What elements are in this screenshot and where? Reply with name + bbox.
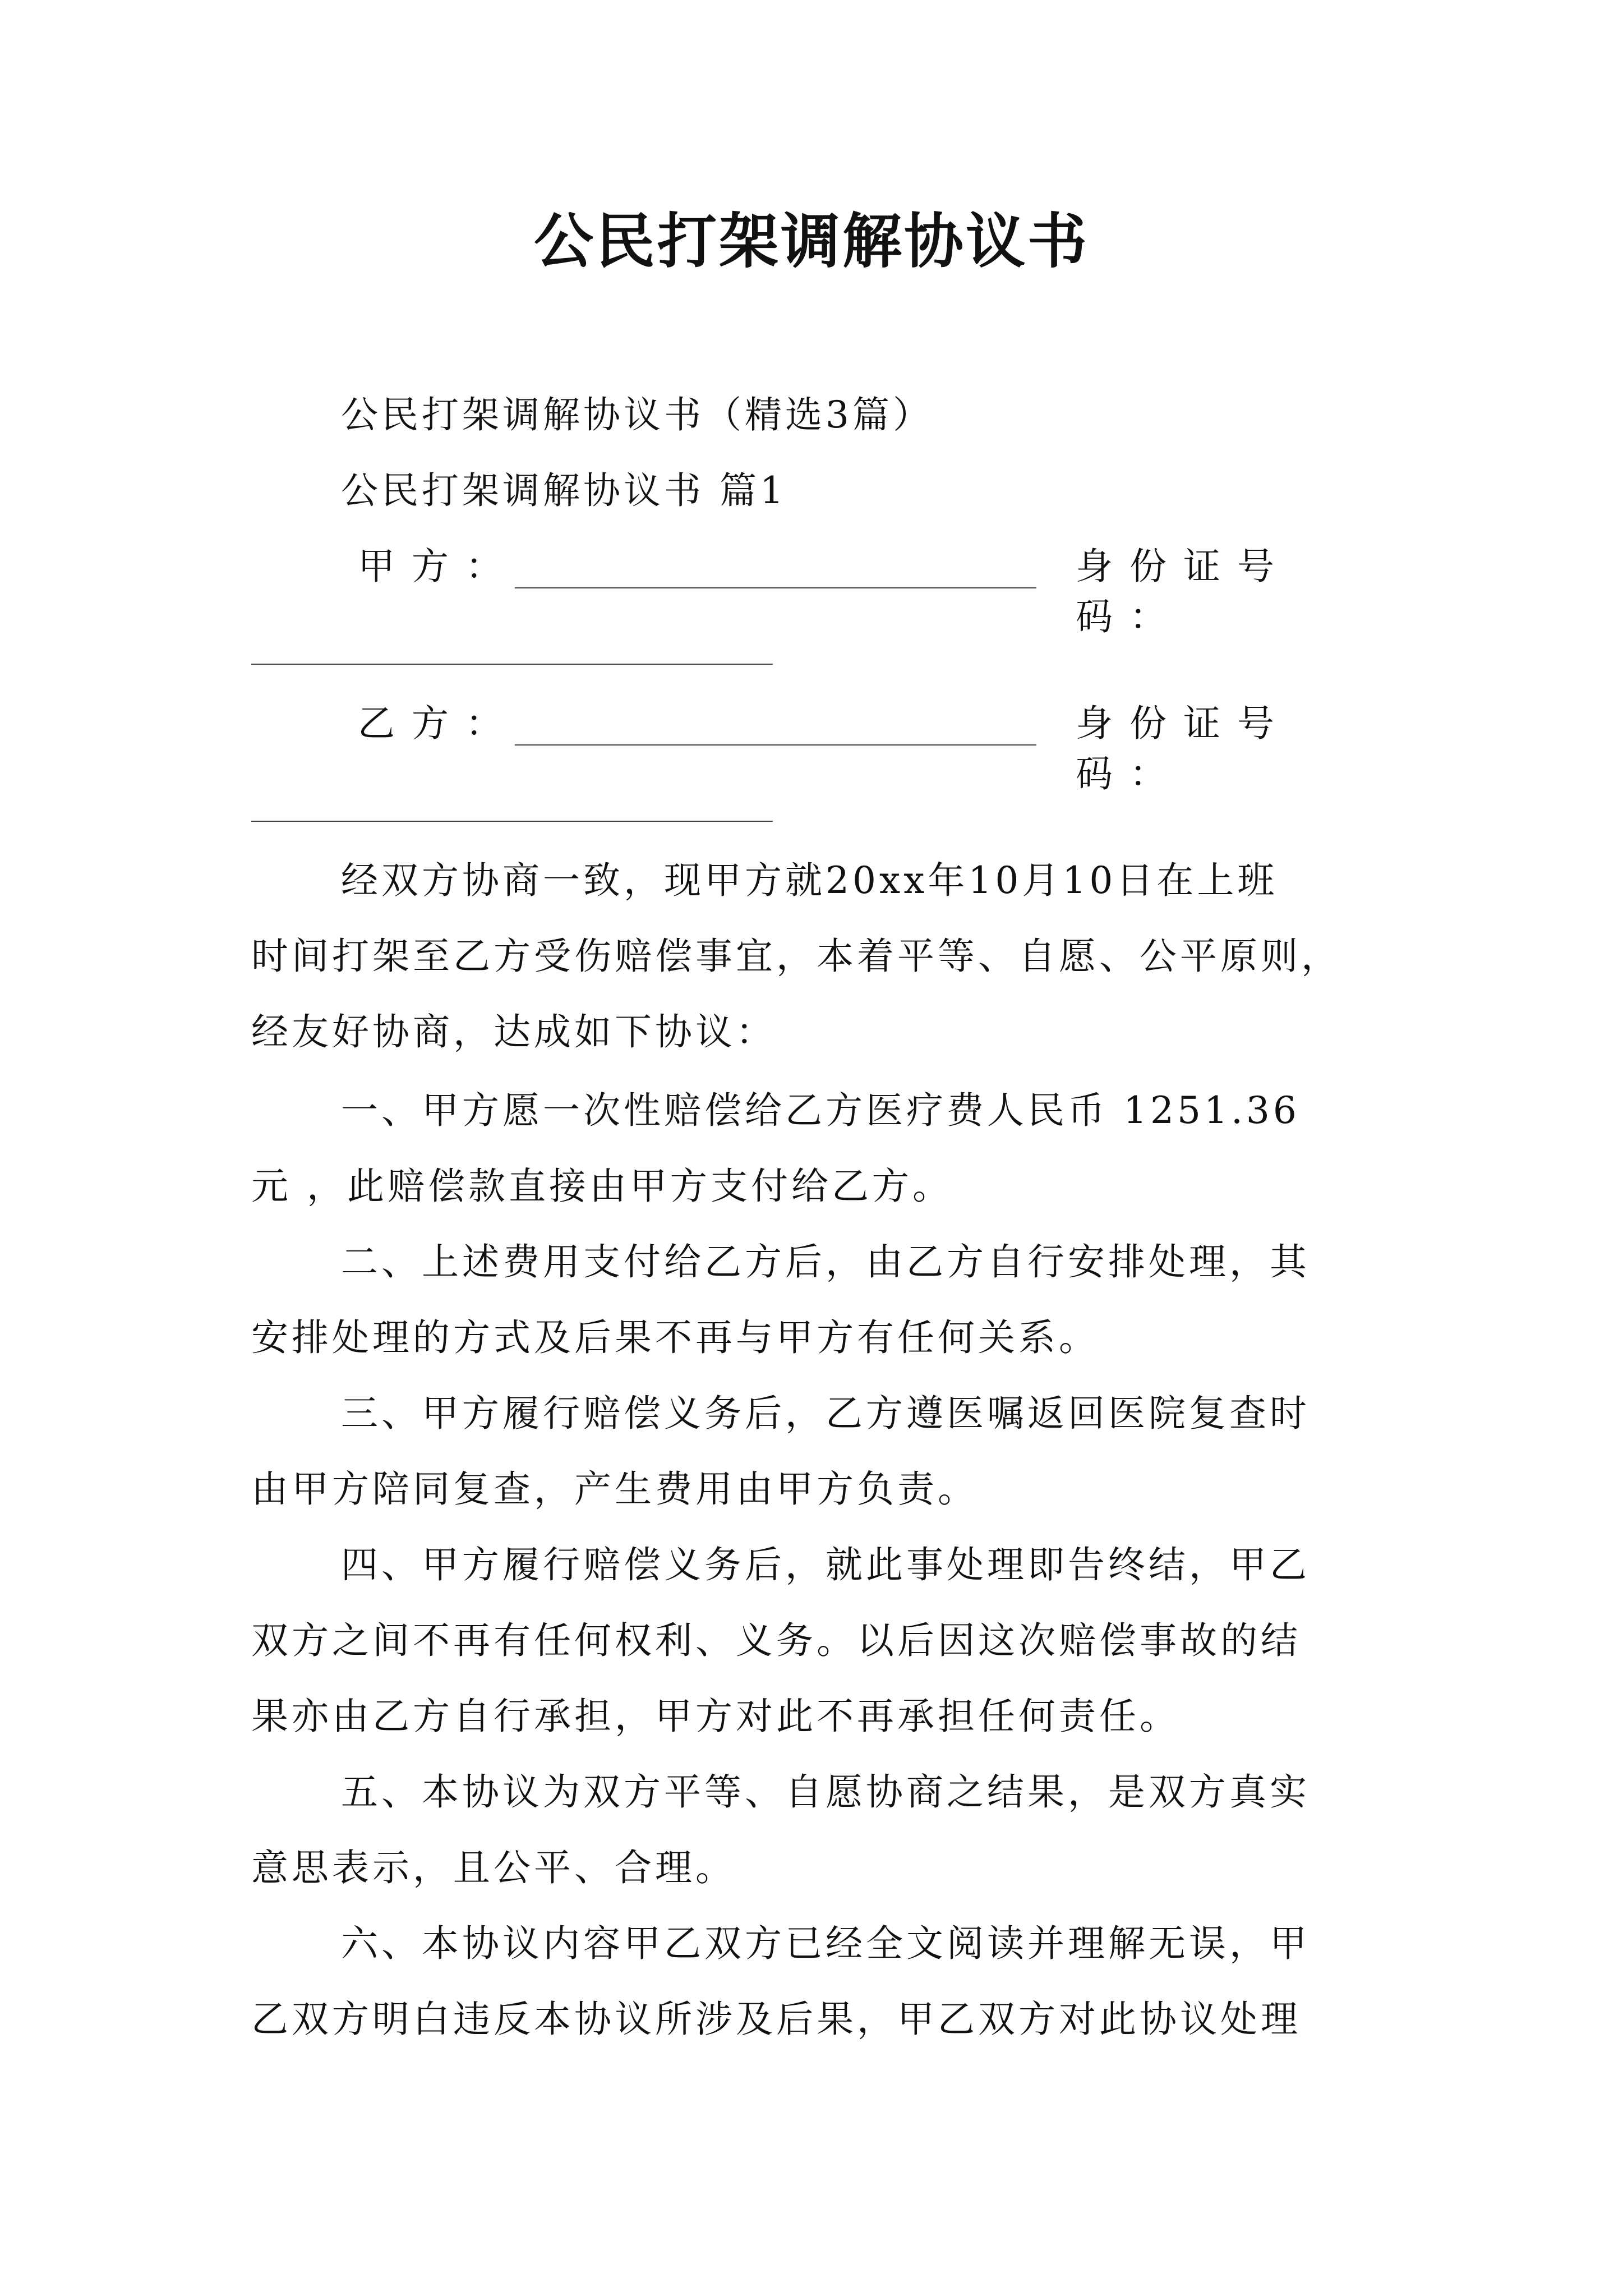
body-line: 安排处理的方式及后果不再与甲方有任何关系。 (251, 1316, 1099, 1359)
party-b-id-label: 身份证号码： (1076, 702, 1291, 795)
subtitle: 公民打架调解协议书（精选3篇） (341, 393, 933, 436)
section-heading: 公民打架调解协议书 篇1 (341, 469, 787, 512)
party-b-id-blank (251, 821, 773, 822)
body-line: 元 ，此赔偿款直接由甲方支付给乙方。 (251, 1165, 953, 1208)
body-line: 二、上述费用支付给乙方后，由乙方自行安排处理，其 (341, 1240, 1310, 1283)
party-a-name-blank (515, 587, 1036, 588)
body-line: 果亦由乙方自行承担，甲方对此不再承担任何责任。 (251, 1695, 1180, 1738)
party-a-id-label: 身份证号码： (1076, 545, 1291, 638)
body-line: 经友好协商，达成如下协议： (251, 1010, 776, 1053)
body-line: 时间打架至乙方受伤赔偿事宜，本着平等、自愿、公平原则， (251, 935, 1341, 978)
body-line: 一、甲方愿一次性赔偿给乙方医疗费人民币 1251.36 (341, 1089, 1300, 1132)
body-line: 双方之间不再有任何权利、义务。以后因这次赔偿事故的结 (251, 1619, 1301, 1662)
body-line: 四、甲方履行赔偿义务后，就此事处理即告终结，甲乙 (341, 1543, 1310, 1586)
body-line: 乙双方明白违反本协议所涉及后果，甲乙双方对此协议处理 (251, 1998, 1301, 2041)
party-a-row (251, 541, 1378, 638)
party-b-label: 乙方： (358, 702, 519, 745)
body-line: 三、甲方履行赔偿义务后，乙方遵医嘱返回医院复查时 (341, 1392, 1310, 1435)
body-line: 意思表示，且公平、合理。 (251, 1846, 736, 1889)
party-a-label: 甲方： (358, 545, 519, 588)
body-line: 经双方协商一致，现甲方就20xx年10月10日在上班 (341, 859, 1278, 902)
body-line: 五、本协议为双方平等、自愿协商之结果，是双方真实 (341, 1770, 1310, 1814)
body-line: 由甲方陪同复查，产生费用由甲方负责。 (251, 1467, 978, 1511)
body-line: 六、本协议内容甲乙双方已经全文阅读并理解无误，甲 (341, 1922, 1310, 1965)
party-b-row (251, 698, 1378, 795)
party-a-id-blank (251, 664, 773, 665)
document-title: 公民打架调解协议书 (534, 206, 1089, 276)
party-b-name-blank (515, 744, 1036, 746)
